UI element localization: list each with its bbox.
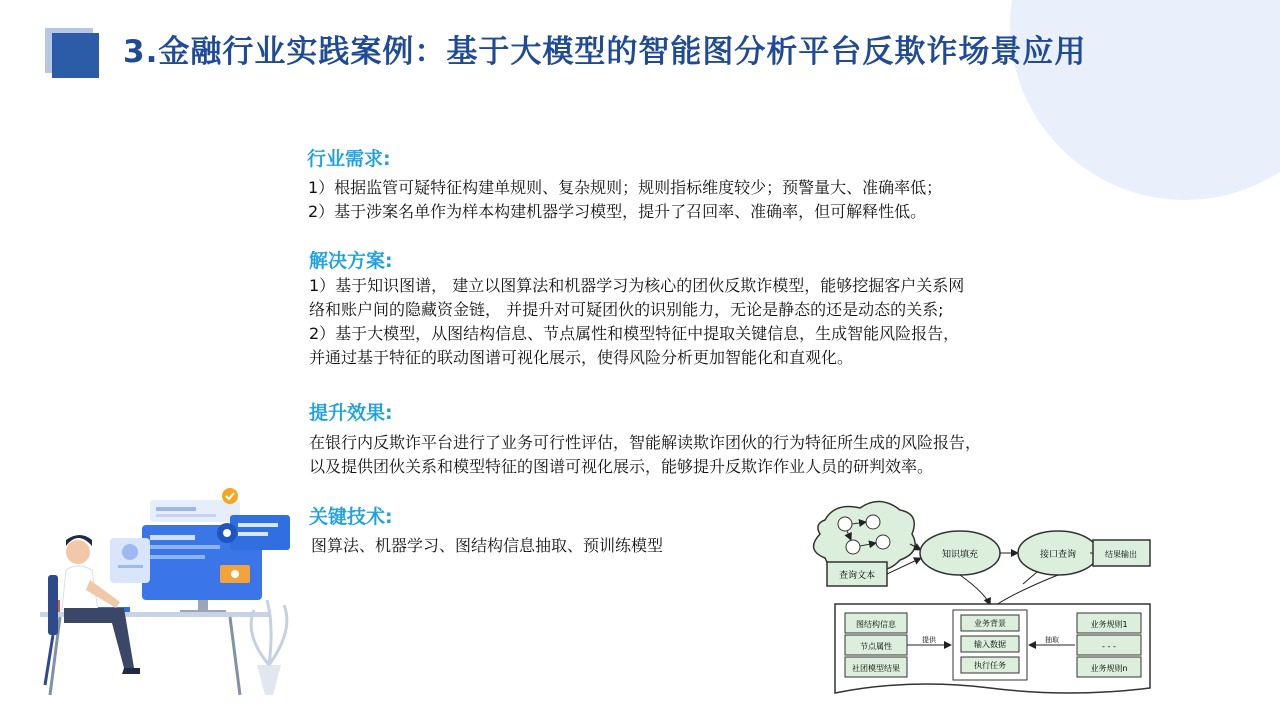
- biz-background-label: 业务背景: [974, 619, 1006, 628]
- person-legs: [64, 608, 134, 668]
- person-head: [66, 540, 90, 564]
- title-marker: [52, 33, 99, 78]
- biz-rule-n-label: 业务规则n: [1090, 664, 1128, 673]
- needs-line-2: 2）基于涉案名单作为样本构建机器学习模型，提升了召回率、准确率，但可解释性低。: [308, 202, 927, 221]
- tech-line-1: 图算法、机器学习、图结构信息抽取、预训练模型: [311, 536, 664, 555]
- effect-line-1: 在银行内反欺诈平台进行了业务可行性评估，智能解读欺诈团伙的行为特征所生成的风险报告，: [309, 433, 982, 452]
- community-result-label: 社团模型结果: [852, 664, 900, 673]
- solution-line-3: 2）基于大模型，从图结构信息、节点属性和模型特征中提取关键信息，生成智能风险报告，: [309, 324, 960, 343]
- effect-heading: 提升效果:: [309, 402, 393, 424]
- provide-label: 提供: [922, 636, 936, 644]
- needs-text: [308, 176, 942, 224]
- tech-text: [311, 534, 663, 558]
- slide-title: 3.金融行业实践案例：基于大模型的智能图分析平台反欺诈场景应用: [123, 34, 1087, 70]
- flow-diagram: [805, 500, 1160, 700]
- biz-rule-ellipsis-label: - - -: [1102, 642, 1116, 651]
- extract-label: 抽取: [1045, 636, 1059, 644]
- chair: [48, 575, 58, 635]
- interface-query-label: 接口查询: [1039, 550, 1077, 560]
- effect-text: [309, 431, 981, 479]
- result-output-label: 结果输出: [1105, 550, 1137, 559]
- node-attr-label: 节点属性: [860, 642, 892, 651]
- solution-line-4: 并通过基于特征的联动图谱可视化展示，使得风险分析更加智能化和直观化。: [309, 348, 854, 367]
- query-text-label: 查询文本: [838, 571, 876, 581]
- solution-heading: 解决方案:: [309, 250, 393, 272]
- needs-heading: 行业需求:: [307, 148, 391, 170]
- effect-line-2: 以及提供团伙关系和模型特征的图谱可视化展示，能够提升反欺诈作业人员的研判效率。: [309, 457, 934, 476]
- check-badge-icon: [222, 488, 238, 504]
- input-data-label: 输入数据: [974, 640, 1006, 649]
- knowledge-graph-cloud: [814, 501, 916, 570]
- solution-text: [309, 274, 964, 370]
- solution-line-2: 络和账户间的隐藏资金链， 并提升对可疑团伙的识别能力，无论是静态的还是动态的关系;: [309, 300, 944, 319]
- execute-task-label: 执行任务: [974, 661, 1006, 670]
- biz-rule-1-label: 业务规则1: [1090, 620, 1128, 629]
- solution-line-1: 1）基于知识图谱， 建立以图算法和机器学习为核心的团伙反欺诈模型，能够挖掘客户关系网: [309, 276, 965, 295]
- graph-info-label: 图结构信息: [856, 620, 896, 629]
- tech-heading: 关键技术:: [309, 506, 393, 528]
- person-at-desk-illustration: [30, 480, 320, 705]
- needs-line-1: 1）根据监管可疑特征构建单规则、复杂规则；规则指标维度较少；预警量大、准确率低；: [308, 178, 943, 197]
- knowledge-fill-label: 知识填充: [941, 550, 979, 560]
